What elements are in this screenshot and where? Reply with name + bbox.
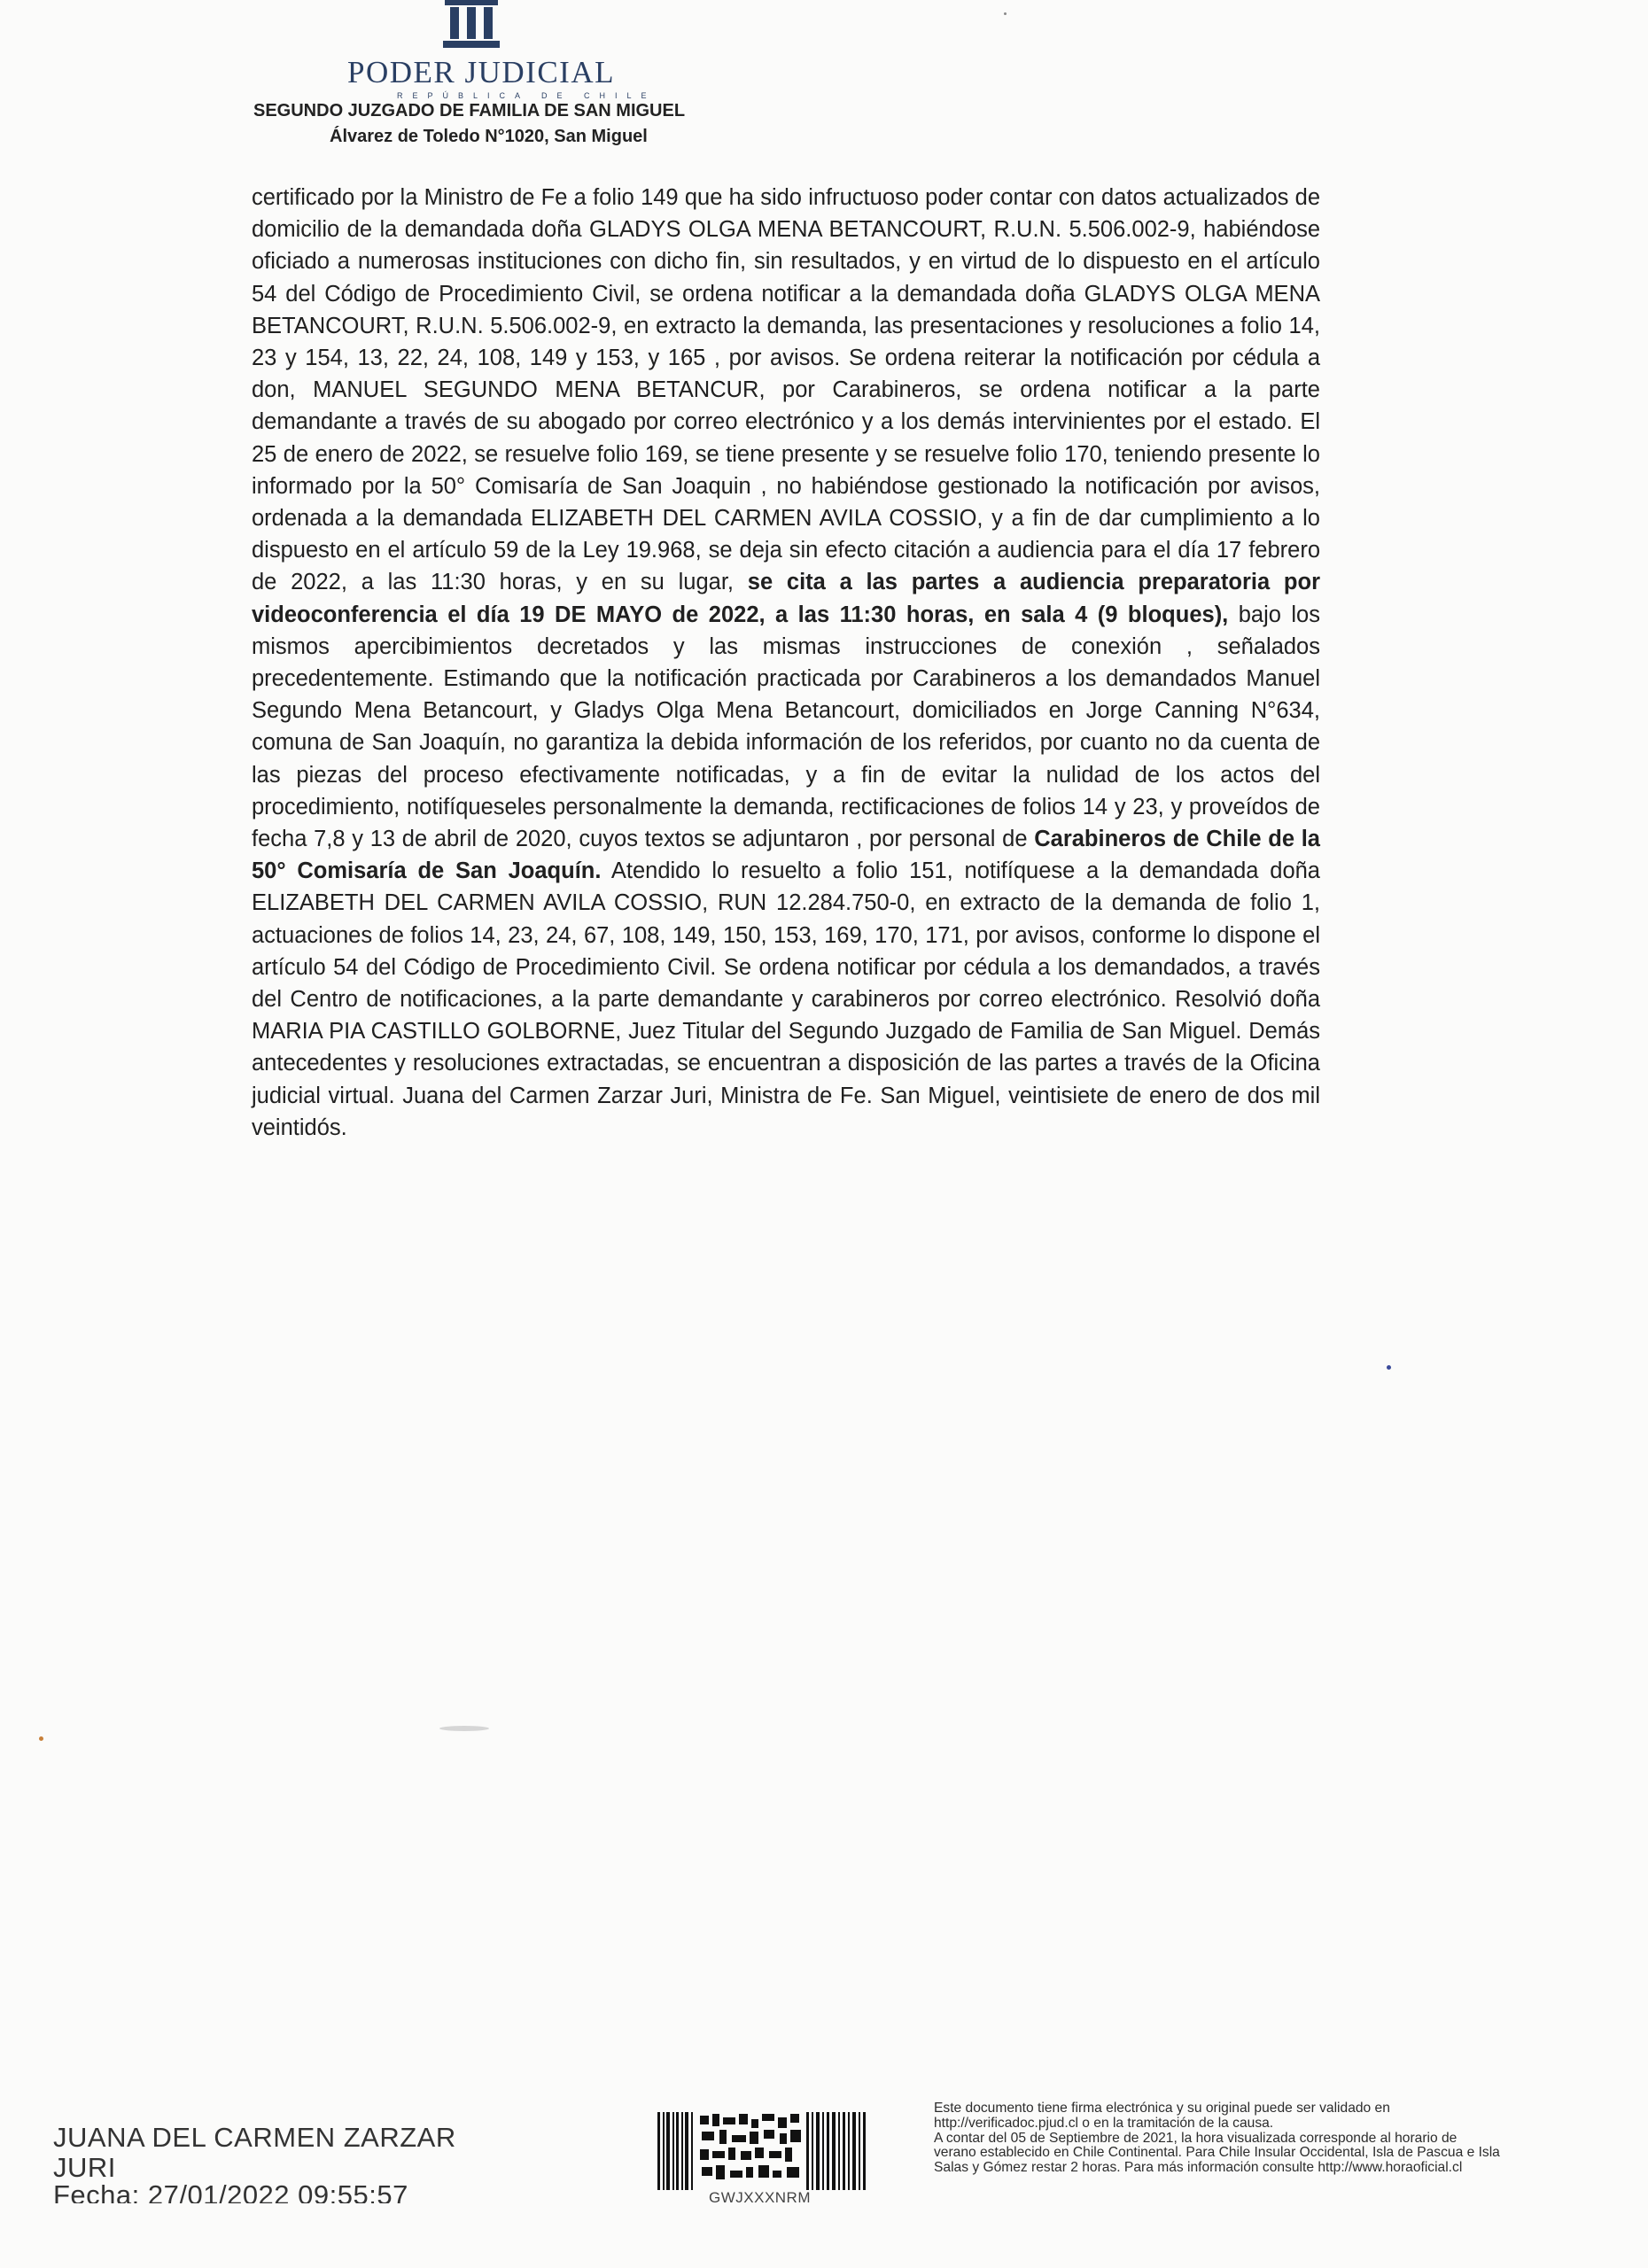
validation-note-line-2: A contar del 05 de Septiembre de 2021, la hora visualizada corresponde al horario de verano establecido en Chile Continental. Para Chile Insular Occidental, Isla de Pascua e Isla Salas y Gómez restar 2 horas. Para más información consulte http://www.horaoficial.cl xyxy=(934,2130,1500,2176)
scan-speck xyxy=(1004,12,1007,15)
validation-note xyxy=(934,2101,1501,2176)
poder-judicial-logo-icon xyxy=(443,0,500,50)
barcode-icon xyxy=(657,2112,870,2190)
scan-speck xyxy=(439,1726,489,1731)
signature-date xyxy=(53,2180,425,2203)
body-paragraph-1: certificado por la Ministro de Fe a folio 149 que ha sido infructuoso poder contar con datos actualizados de domicilio de la demandada doña GLADYS OLGA MENA BETANCOURT, R.U.N. 5.506.002-9, habiéndose oficiado a numerosas instituciones con dicho fin, sin resultados, y en virtud de lo dispuesto en el artículo 54 del Código de Procedimiento Civil, se ordena notificar a la demandada doña GLADYS OLGA MENA BETANCOURT, R.U.N. 5.506.002-9, en extracto la demanda, las presentaciones y resoluciones a folio 14, 23 y 154, 13, 22, 24, 108, 149 y 153, y 165 , por avisos. Se ordena reiterar la notificación por cédula a don, MANUEL SEGUNDO MENA BETANCUR, por Carabineros, se ordena notificar a la parte demandante a través de su abogado por correo electrónico y a los demás intervinientes por el estado. El 25 de enero de 2022, se resuelve folio 169, se tiene presente y se resuelve folio 170, teniendo presente lo informado por la 50° Comisaría de San Joaquin , no habiéndose gestionado la notificación por avisos, ordenada a la demandada ELIZABETH DEL CARMEN AVILA COSSIO, y a fin de dar cumplimiento a lo dispuesto en el artículo 59 de la Ley 19.968, se deja sin efecto citación a audiencia para el día 17 febrero de 2022, a las 11:30 horas, y en su lugar, xyxy=(252,185,1320,595)
body-bold-carabineros: Carabineros de Chile de la 50° Comisaría de San Joaquín. xyxy=(252,827,1320,884)
validation-note-line-1: Este documento tiene firma electrónica y su original puede ser validado en http://verificadoc.pjud.cl o en la tramitación de la causa. xyxy=(934,2101,1390,2131)
signature-date-text: Fecha: 27/01/2022 09:55:57 xyxy=(53,2180,408,2203)
barcode-code xyxy=(709,2188,851,2202)
body-paragraph-2: bajo los mismos apercibimientos decretados y las mismas instrucciones de conexión , señalados precedentemente. Estimando que la notificación practicada por Carabineros a los demandados Manuel Segundo Mena Betancourt, y Gladys Olga Mena Betancourt, domiciliados en Jorge Canning N°634, comuna de San Joaquín, no garantiza la debida información de los referidos, por cuanto no da cuenta de las piezas del proceso efectivamente notificadas, y a fin de evitar la nulidad de los actos del procedimiento, notifíqueseles personalmente la demanda, rectificaciones de folios 14 y 23, y proveídos de fecha 7,8 y 13 de abril de 2020, cuyos textos se adjuntaron , por personal de xyxy=(252,602,1320,852)
scan-speck xyxy=(1387,1365,1391,1370)
org-subtitle: REPÚBLICA DE CHILE xyxy=(397,91,657,100)
court-address: Álvarez de Toledo N°1020, San Miguel xyxy=(330,127,648,146)
body-bold-hearing: se cita a las partes a audiencia preparatoria por videoconferencia el día 19 DE MAYO de 2022, a las 11:30 horas, en sala 4 (9 bloques), xyxy=(252,570,1320,627)
body-paragraph-3: Atendido lo resuelto a folio 151, notifíquese a la demandada doña ELIZABETH DEL CARMEN AVILA COSSIO, RUN 12.284.750-0, en extracto de la demanda de folio 1, actuaciones de folios 14, 23, 24, 67, 108, 149, 150, 153, 169, 170, 171, por avisos, conforme lo dispone el artículo 54 del Código de Procedimiento Civil. Se ordena notificar por cédula a los demandados, a través del Centro de notificaciones, a la parte demandante y carabineros por correo electrónico. Resolvió doña MARIA PIA CASTILLO GOLBORNE, Juez Titular del Segundo Juzgado de Familia de San Miguel. Demás antecedentes y resoluciones extractadas, se encuentran a disposición de las partes a través de la Oficina judicial virtual. Juana del Carmen Zarzar Juri, Ministra de Fe. San Miguel, veintisiete de enero de dos mil veintidós. xyxy=(252,858,1320,1140)
court-name: SEGUNDO JUZGADO DE FAMILIA DE SAN MIGUEL xyxy=(253,101,686,120)
org-name: PODER JUDICIAL xyxy=(347,55,615,89)
resolution-text xyxy=(252,182,1320,1144)
signer-name: JUANA DEL CARMEN ZARZAR JURI xyxy=(53,2122,456,2183)
barcode-code-text: GWJXXXNRM xyxy=(709,2189,811,2202)
scan-speck xyxy=(39,1736,43,1741)
